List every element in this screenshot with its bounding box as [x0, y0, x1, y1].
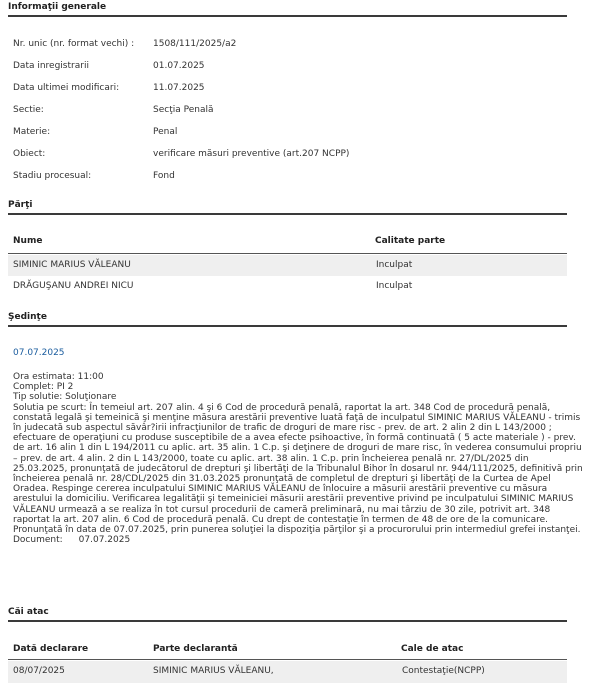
hearing-line: Pronunţată în data de 07.07.2025, prin punerea soluţiei la dispoziţia părţilor şi a procurorului prin intermediul grefei instanţei. [13, 525, 581, 536]
info-value: 01.07.2025 [153, 61, 205, 71]
hearing-line: Ora estimata: 11:00 [13, 372, 104, 382]
column-header-appeal-type: Cale de atac [401, 644, 464, 654]
column-header-role: Calitate parte [375, 236, 446, 246]
info-label: Materie: [13, 127, 51, 137]
section-title-parties: Părţi [8, 200, 567, 215]
column-header-date: Dată declarare [13, 644, 89, 654]
table-header-rule [8, 659, 567, 660]
hearing-line: Solutia pe scurt: În temeiul art. 207 alin. 4 şi 6 Cod de procedură penală, raportat la art. 348 Cod de procedură penală, [13, 402, 551, 413]
info-label: Stadiu procesual: [13, 171, 92, 181]
column-header-name: Nume [13, 236, 43, 246]
party-role: Inculpat [376, 260, 413, 270]
document-line [13, 535, 568, 545]
info-value: Secţia Penală [153, 105, 214, 115]
hearing-date-link[interactable]: 07.07.2025 [13, 348, 65, 358]
hearing-line: de art. 16 alin 1 din L 194/2011 cu aplic. art. 35 alin. 1 C.p. şi deţinere de droguri de mare risc, în vederea consumului propriu [13, 443, 582, 454]
party-name: SIMINIC MARIUS VĂLEANU [13, 260, 131, 270]
hearing-line: arestului la domiciliu. Verificarea legalităţii şi temeiniciei măsurii arestării preventive privind pe inculpatului SIMINIC MARIUS [13, 494, 574, 505]
table-header-rule [8, 253, 567, 254]
info-value: 11.07.2025 [153, 83, 205, 93]
appeal-party: SIMINIC MARIUS VĂLEANU, [153, 666, 274, 676]
appeal-date: 08/07/2025 [13, 666, 65, 676]
info-value: Penal [153, 127, 178, 137]
info-value: verificare măsuri preventive (art.207 NCPP) [153, 149, 350, 159]
hearing-line: Complet: PI 2 [13, 382, 74, 393]
appeal-type: Contestaţie(NCPP) [402, 666, 485, 676]
hearing-line: în judecată sub aspectul săvâr?irii infracţiunilor de trafic de droguri de mare risc - prev. de art. 2 alin 2 din L 143/2000 ; [13, 423, 552, 434]
hearing-line: – prev. de art. 4 alin. 2 din L 143/2000, toate cu aplic. art. 38 alin. 1 C.p. prin încheierea penală nr. 27/DL/2025 din [13, 453, 529, 464]
section-title-appeals: Căi atac [8, 607, 567, 622]
column-header-party: Parte declarantă [153, 644, 238, 654]
table-row [8, 661, 567, 683]
info-label: Data inregistrarii [13, 61, 89, 71]
hearing-line: Oradea. Respinge cererea inculpatului SIMINIC MARIUS VĂLEANU de înlocuire a măsurii arestării preventive cu măsura [13, 484, 548, 495]
party-role: Inculpat [376, 281, 413, 291]
info-label: Data ultimei modificari: [13, 83, 120, 93]
hearing-line: constată legală şi temeinică şi menţine măsura arestării preventive luată faţă de inculpatul SIMINIC MARIUS VĂLEANU - trimis [13, 412, 581, 423]
hearing-line: raportat la art. 207 alin. 6 Cod de procedură penală. Cu drept de contestaţie în termen de 48 de ore de la comunicare. [13, 514, 549, 525]
hearing-details [13, 372, 583, 546]
info-label: Nr. unic (nr. format vechi) : [13, 39, 135, 49]
hearing-line: VĂLEANU urmează a se realiza în tot cursul procedurii de cameră preliminară, nu mai târziu de 30 zile, potrivit art. 348 [13, 504, 551, 515]
table-row [8, 255, 567, 276]
hearing-line: efectuare de operaţiuni cu produse susceptibile de a avea efecte psihoactive, în formă continuată ( 5 acte materiale ) - prev. [13, 433, 576, 444]
document-value: 07.07.2025 [78, 535, 131, 546]
party-name: DRĂGUŞANU ANDREI NICU [13, 281, 134, 291]
hearing-line: încheierea penală nr. 28/CDL/2025 din 31.03.2025 pronunţată de completul de drepturi şi libertăţi de la Curtea de Apel [13, 474, 551, 485]
hearing-line: Tip solutie: Soluţionare [13, 392, 117, 403]
section-title-hearings: Şedinţe [8, 312, 567, 327]
info-value: 1508/111/2025/a2 [153, 39, 237, 49]
info-label: Obiect: [13, 149, 46, 159]
table-row [8, 276, 567, 297]
section-title-general: Informaţii generale [8, 2, 567, 17]
hearing-line: 25.03.2025, pronunţată de judecătorul de drepturi şi libertăţi de la Tribunalul Bihor în dosarul nr. 944/111/2025, definitivă prin [13, 463, 583, 474]
info-label: Sectie: [13, 105, 44, 115]
document-label: Document: [13, 535, 63, 546]
info-value: Fond [153, 171, 175, 181]
